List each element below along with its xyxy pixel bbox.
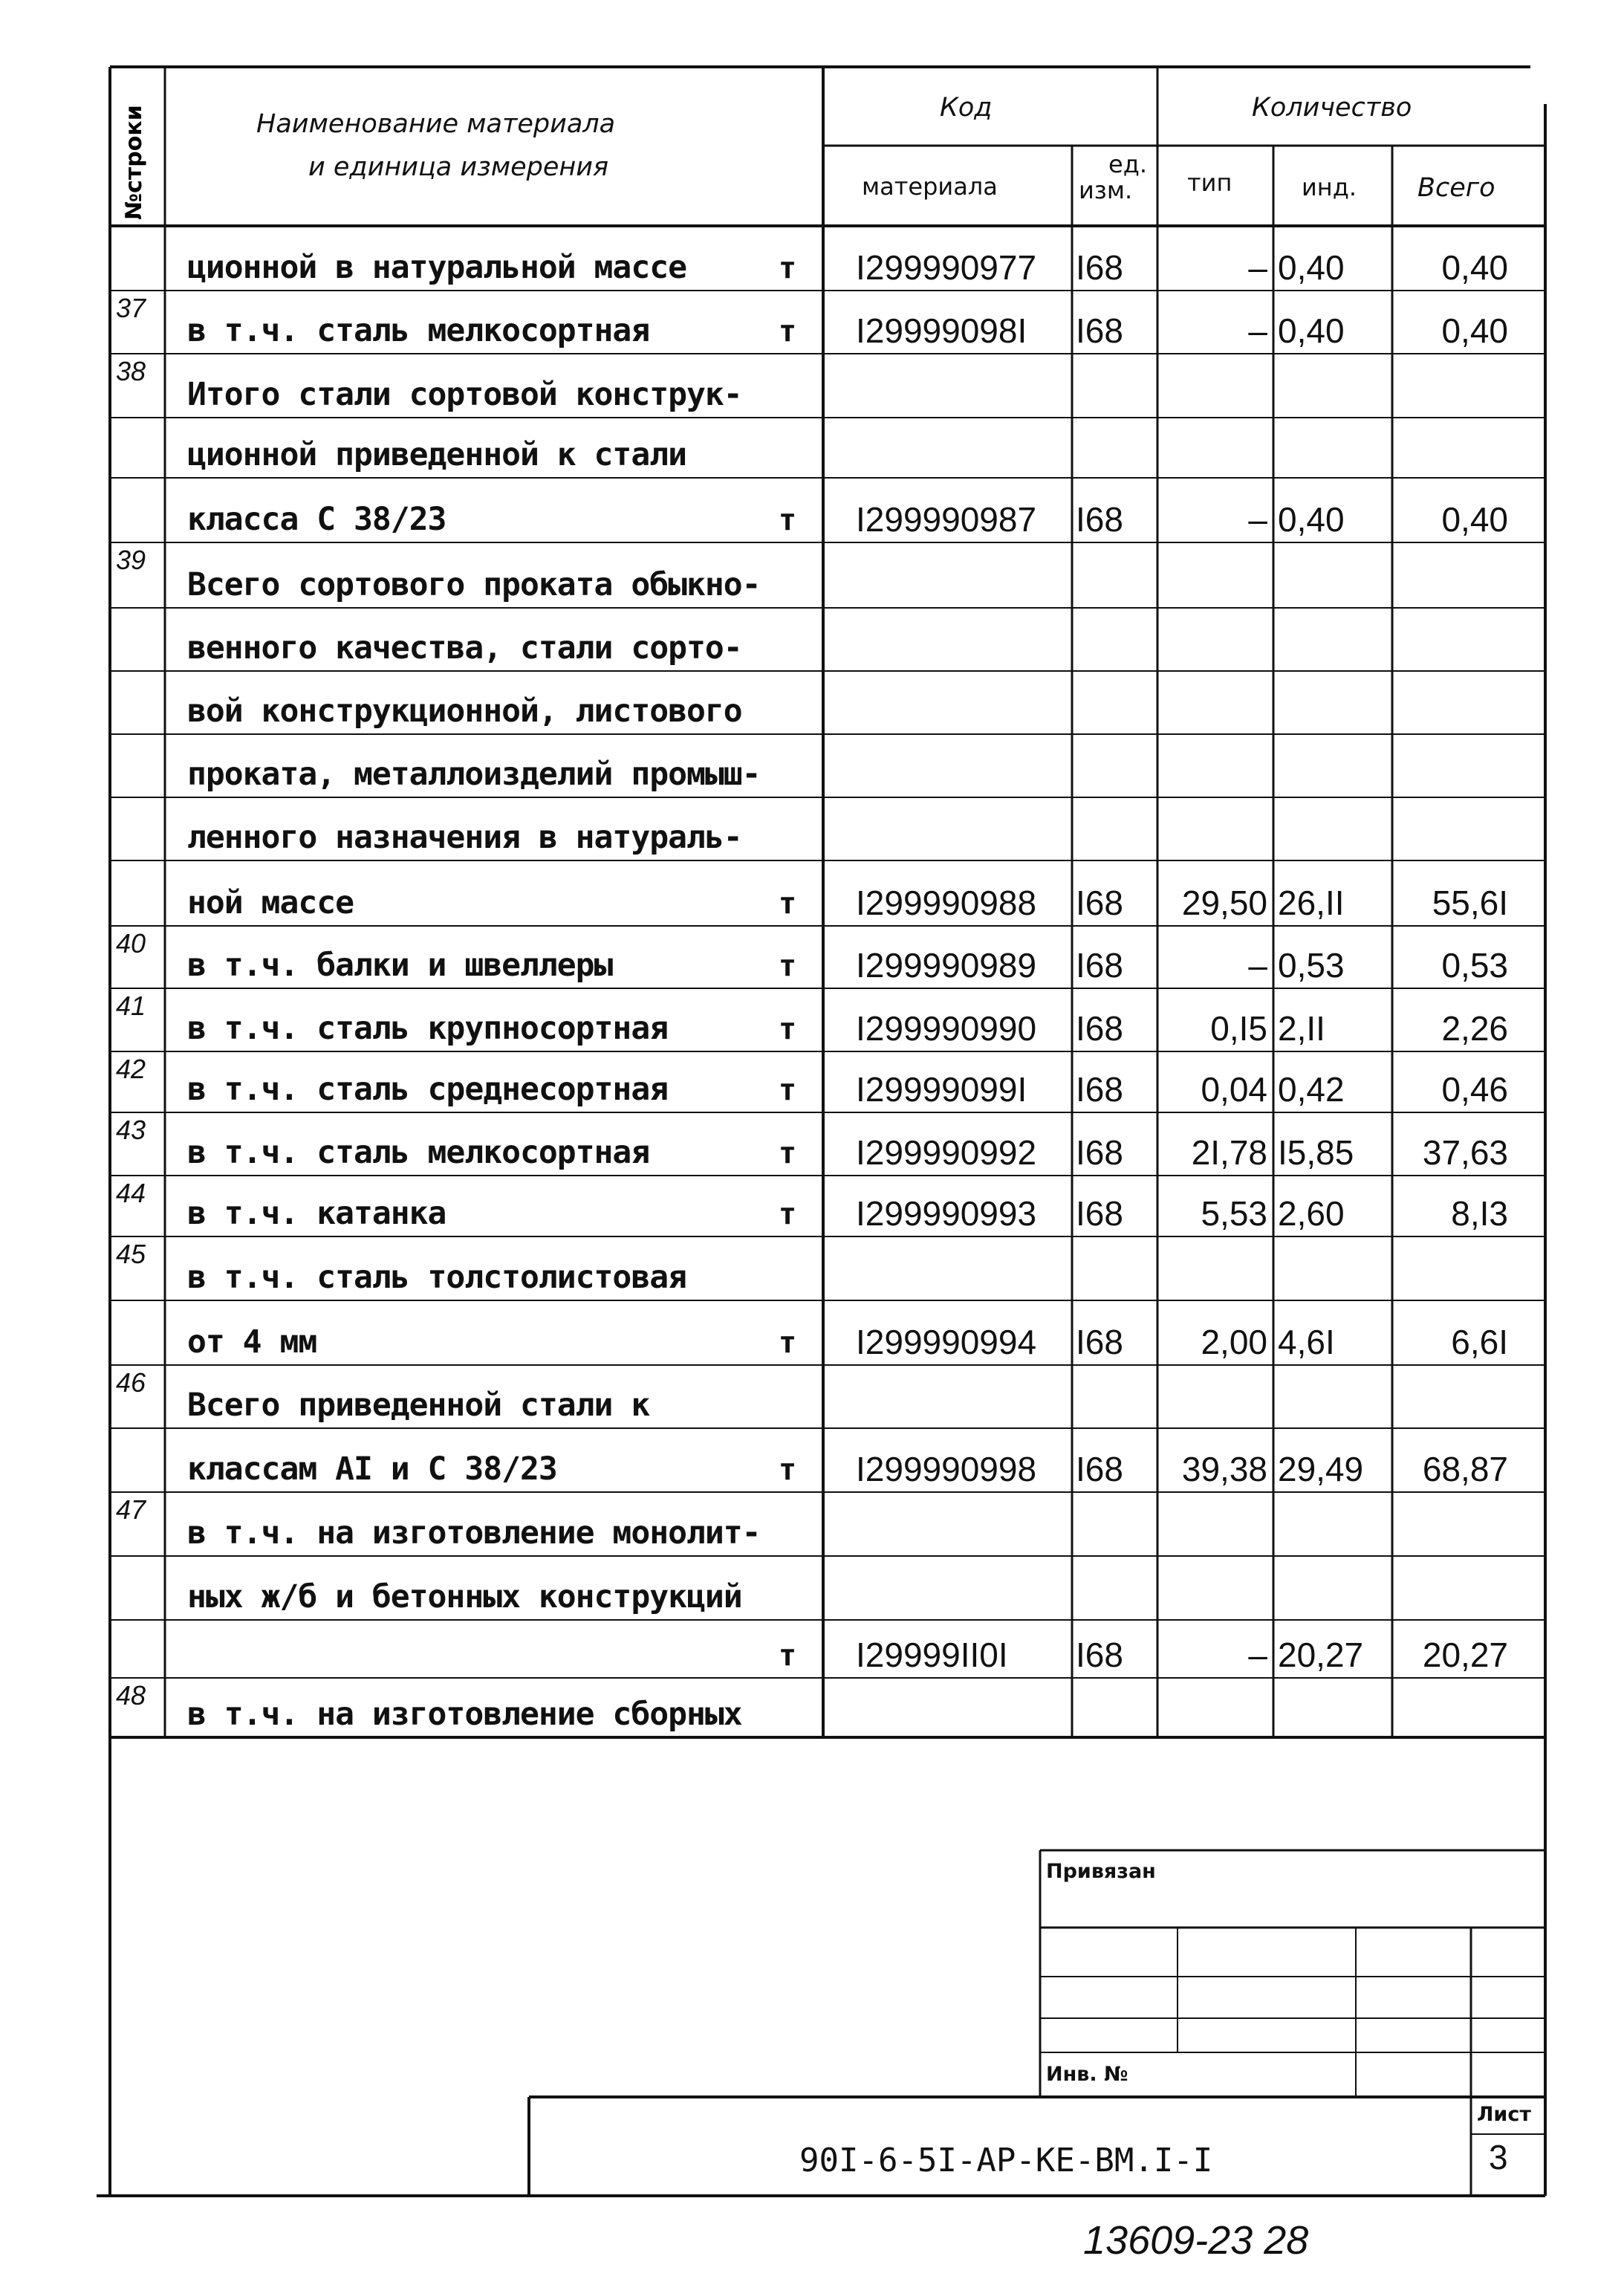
row-number: 40	[116, 928, 146, 959]
row-material-code: I299990992	[856, 1133, 1037, 1172]
row-material-code: I299990990	[856, 1009, 1037, 1048]
row-qty-typ: –	[1248, 500, 1267, 539]
row-material-code: I299990998	[856, 1450, 1037, 1488]
row-qty-ind: 2,II	[1278, 1009, 1325, 1048]
row-qty-ind: 0,53	[1278, 946, 1345, 985]
row-name: венного качества, стали сорто-	[187, 629, 742, 667]
row-qty-typ: 0,I5	[1210, 1009, 1267, 1048]
row-qty-ind: 26,II	[1278, 884, 1345, 922]
row-unit: т	[779, 251, 797, 285]
row-name: от 4 мм	[187, 1323, 317, 1361]
row-name: проката, металлоизделий промыш-	[187, 756, 761, 793]
row-name: в т.ч. сталь толстолистовая	[187, 1259, 686, 1296]
row-qty-typ: –	[1248, 1636, 1267, 1674]
row-qty-ind: 20,27	[1278, 1636, 1364, 1674]
row-qty-total: 0,40	[1441, 311, 1508, 350]
row-qty-total: 0,53	[1441, 946, 1508, 985]
row-name: Всего приведенной стали к	[187, 1387, 650, 1424]
rownum-header: №строки	[121, 105, 147, 220]
row-qty-typ: –	[1248, 248, 1267, 287]
row-qty-total: 55,6I	[1432, 884, 1508, 922]
row-qty-ind: 0,40	[1278, 311, 1345, 350]
row-unit-code: I68	[1076, 311, 1123, 350]
row-unit: т	[779, 1012, 797, 1046]
row-unit-code: I68	[1076, 884, 1123, 922]
row-material-code: I299990993	[856, 1194, 1037, 1233]
row-qty-ind: 0,42	[1278, 1070, 1345, 1109]
row-unit: т	[779, 1453, 797, 1487]
row-name: ленного назначения в натураль-	[187, 819, 742, 856]
row-name: в т.ч. балки и швеллеры	[187, 947, 613, 984]
row-name: классам АI и С 38/23	[187, 1450, 557, 1488]
row-qty-total: 0,40	[1441, 500, 1508, 539]
row-number: 47	[116, 1494, 146, 1525]
row-unit: т	[779, 949, 797, 983]
row-material-code: I29999II0I	[856, 1636, 1008, 1674]
row-name: в т.ч. катанка	[187, 1195, 446, 1232]
row-name: в т.ч. на изготовление монолит-	[187, 1514, 761, 1552]
row-qty-total: 0,40	[1441, 248, 1508, 287]
row-number: 43	[116, 1115, 146, 1145]
row-unit-code: I68	[1076, 1009, 1123, 1048]
row-number: 44	[116, 1178, 146, 1208]
handwritten-number: 13609-23 28	[1083, 2218, 1309, 2263]
row-name: в т.ч. сталь мелкосортная	[187, 1134, 650, 1171]
row-qty-total: 37,63	[1422, 1133, 1508, 1172]
row-unit: т	[779, 314, 797, 349]
unit-header-line2: изм.	[1079, 176, 1133, 204]
row-qty-ind: 0,40	[1278, 248, 1345, 287]
row-name: класса С 38/23	[187, 501, 446, 538]
row-unit: т	[779, 503, 797, 537]
row-material-code: I299990987	[856, 500, 1037, 539]
total-header: Всего	[1417, 173, 1495, 203]
row-material-code: I299990977	[856, 248, 1037, 287]
row-number: 38	[116, 356, 146, 386]
row-qty-typ: 39,38	[1181, 1450, 1267, 1488]
row-qty-typ: 2I,78	[1191, 1133, 1267, 1172]
row-unit-code: I68	[1076, 1636, 1123, 1674]
row-unit-code: I68	[1076, 946, 1123, 985]
code-header: Код	[940, 93, 993, 123]
row-qty-typ: 0,04	[1201, 1070, 1267, 1109]
row-name: Итого стали сортовой конструк-	[187, 376, 742, 413]
row-name: в т.ч. на изготовление сборных	[187, 1696, 742, 1733]
row-unit-code: I68	[1076, 1070, 1123, 1109]
row-name: в т.ч. сталь мелкосортная	[187, 312, 650, 349]
quantity-header: Количество	[1252, 93, 1412, 123]
row-name: Всего сортового проката обыкно-	[187, 566, 761, 603]
row-material-code: I29999098I	[856, 311, 1027, 350]
row-unit-code: I68	[1076, 1450, 1123, 1488]
row-unit-code: I68	[1076, 1323, 1123, 1361]
row-qty-total: 2,26	[1441, 1009, 1508, 1048]
row-unit-code: I68	[1076, 1194, 1123, 1233]
row-qty-ind: 29,49	[1278, 1450, 1364, 1488]
privyazan-label: Привязан	[1046, 1860, 1156, 1883]
row-number: 42	[116, 1054, 146, 1084]
row-number: 48	[116, 1680, 146, 1711]
row-qty-typ: –	[1248, 311, 1267, 350]
document-code: 90I-6-5I-АР-КЕ-ВМ.I-I	[799, 2142, 1213, 2179]
name-header-line1: Наименование материала	[256, 109, 616, 139]
row-number: 37	[116, 293, 146, 323]
row-material-code: I299990989	[856, 946, 1037, 985]
row-qty-total: 20,27	[1422, 1636, 1508, 1674]
list-number: 3	[1489, 2138, 1508, 2176]
row-unit-code: I68	[1076, 1133, 1123, 1172]
row-qty-total: 68,87	[1422, 1450, 1508, 1488]
row-name: в т.ч. сталь крупносортная	[187, 1010, 669, 1047]
name-header-line2: и единица измерения	[308, 152, 609, 182]
row-qty-typ: 2,00	[1201, 1323, 1267, 1361]
row-number: 46	[116, 1367, 146, 1398]
material-header: материала	[862, 172, 998, 201]
typ-header: тип	[1187, 169, 1232, 197]
row-qty-total: 0,46	[1441, 1070, 1508, 1109]
row-name: ционной приведенной к стали	[187, 436, 686, 473]
row-material-code: I29999099I	[856, 1070, 1027, 1109]
row-number: 41	[116, 991, 146, 1021]
row-name: ной массе	[187, 884, 354, 921]
list-label: Лист	[1477, 2103, 1531, 2126]
row-qty-total: 6,6I	[1451, 1323, 1508, 1361]
inv-label: Инв. №	[1046, 2063, 1128, 2086]
ind-header: инд.	[1302, 173, 1357, 201]
row-unit: т	[779, 886, 797, 921]
row-qty-typ: –	[1248, 946, 1267, 985]
row-number: 45	[116, 1239, 146, 1269]
row-unit: т	[779, 1136, 797, 1170]
row-name: вой конструкционной, листового	[187, 693, 742, 730]
row-qty-total: 8,I3	[1451, 1194, 1508, 1233]
row-name: в т.ч. сталь среднесортная	[187, 1071, 669, 1108]
row-qty-typ: 5,53	[1201, 1194, 1267, 1233]
row-unit: т	[779, 1197, 797, 1231]
row-unit-code: I68	[1076, 248, 1123, 287]
row-material-code: I299990994	[856, 1323, 1037, 1361]
unit-header-line1: ед.	[1108, 150, 1147, 178]
row-unit-code: I68	[1076, 500, 1123, 539]
row-number: 39	[116, 545, 146, 575]
row-unit: т	[779, 1073, 797, 1107]
row-unit: т	[779, 1326, 797, 1360]
row-name: ционной в натуральной массе	[187, 249, 686, 286]
row-qty-ind: 2,60	[1278, 1194, 1345, 1233]
row-qty-ind: 4,6I	[1278, 1323, 1335, 1361]
row-name: ных ж/б и бетонных конструкций	[187, 1578, 742, 1615]
row-material-code: I299990988	[856, 884, 1037, 922]
row-qty-ind: I5,85	[1278, 1133, 1354, 1172]
row-qty-ind: 0,40	[1278, 500, 1345, 539]
row-unit: т	[779, 1638, 797, 1673]
row-qty-typ: 29,50	[1181, 884, 1267, 922]
